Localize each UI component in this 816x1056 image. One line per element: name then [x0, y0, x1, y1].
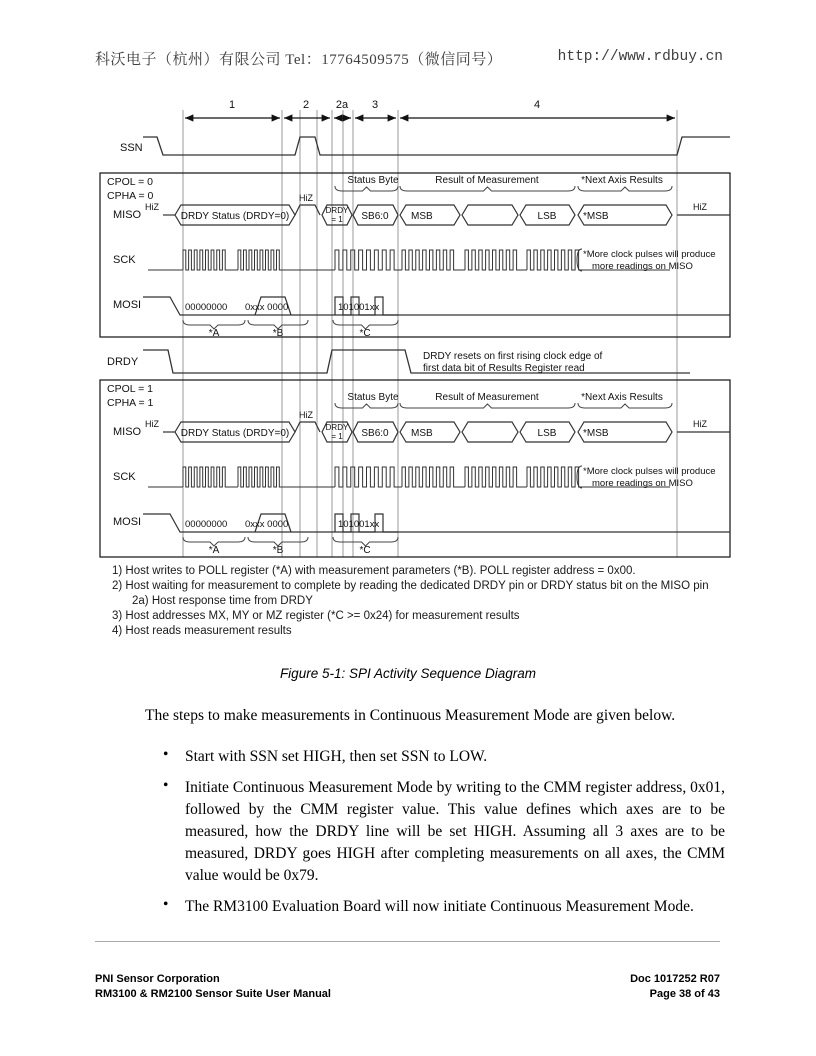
- more-clock-note2-line1: *More clock pulses will produce: [583, 466, 716, 477]
- label-star-b-1: *B: [272, 328, 284, 339]
- drdy-hi-label-2-2: = 1: [331, 432, 343, 441]
- bullet-text: Initiate Continuous Measurement Mode by writing to the CMM register address, 0x01, followed by the CMM register value. This value defines which axes are to be measured, how the DRDY line will be set HIGH. Assuming all 3 axes are to be measured, DRDY goes HIGH after completing measurements on all axes, the CMM value would be 0x79.: [185, 779, 725, 884]
- bullet-marker: •: [163, 777, 169, 794]
- cpha0-label: CPHA = 0: [107, 190, 154, 202]
- mosi2-bit-labels: [185, 519, 379, 530]
- phase-label-1: 1: [228, 99, 236, 111]
- list-item: [163, 896, 725, 918]
- mosi2-bits-c: 101001xx: [338, 519, 380, 530]
- mosi2-waveform: [143, 514, 730, 532]
- group2-section-labels: [347, 392, 662, 403]
- drdy-waveform: [143, 350, 690, 373]
- signal-label-miso2: MISO: [113, 426, 142, 438]
- intro-paragraph: The steps to make measurements in Continuous Measurement Mode are given below.: [145, 707, 676, 724]
- mosi1-bits-a: 00000000: [185, 302, 228, 313]
- hiz-mid-1: HiZ: [299, 193, 313, 203]
- hiz-right-1: HiZ: [693, 202, 707, 212]
- drdy-hi-label-2-1: DRDY: [325, 423, 349, 432]
- status-byte-label: Status Byte: [347, 175, 399, 186]
- msb-label: MSB: [411, 211, 433, 222]
- drdy-hi-label-2: = 1: [331, 215, 343, 224]
- next-msb-label-2: *MSB: [583, 428, 609, 439]
- bullet-text: The RM3100 Evaluation Board will now initiate Continuous Measurement Mode.: [185, 898, 694, 915]
- mosi1-bits-b: 0xxx 0000: [245, 302, 289, 313]
- label-star-c-2: *C: [359, 545, 371, 556]
- phase-labels: [229, 99, 540, 111]
- ssn-waveform: [143, 137, 730, 155]
- footer-page-number: Page 38 of 43: [649, 988, 720, 1000]
- drdy-status-label: DRDY Status (DRDY=0): [180, 211, 290, 222]
- status-bits-label-2: SB6:0: [361, 428, 389, 439]
- next-axis-label-2: *Next Axis Results: [581, 392, 663, 403]
- phase-label-2: 2: [302, 99, 310, 111]
- note-item: 2) Host waiting for measurement to complete by reading the dedicated DRDY pin or DRDY status bit on the MISO pin: [112, 580, 709, 592]
- mosi1-waveform: [143, 297, 730, 315]
- mosi2-bits-a: 00000000: [185, 519, 228, 530]
- bullet-list: [163, 746, 725, 927]
- phase-label-2a: 2a: [335, 99, 349, 111]
- group1-section-labels: [347, 175, 662, 186]
- status-byte-label-2: Status Byte: [347, 392, 399, 403]
- header-company: 科沃电子（杭州）有限公司 Tel：17764509575（微信同号）: [95, 52, 503, 68]
- page-footer: [95, 972, 720, 1002]
- bullet-marker: •: [163, 746, 169, 763]
- label-star-a-1: *A: [208, 328, 220, 339]
- note-item: 4) Host reads measurement results: [112, 625, 292, 637]
- footer-divider: [95, 941, 720, 942]
- hiz-left-2: HiZ: [145, 419, 159, 429]
- signal-label-sck2: SCK: [113, 471, 136, 483]
- figure-caption: Figure 5-1: SPI Activity Sequence Diagram: [279, 666, 537, 681]
- signal-label-sck1: SCK: [113, 254, 136, 266]
- mosi1-bit-labels: [185, 302, 379, 313]
- signal-label-ssn: SSN: [120, 142, 143, 154]
- cpha1-label: CPHA = 1: [107, 397, 154, 409]
- mosi1-bits-c: 101001xx: [338, 302, 380, 313]
- cpol0-label: CPOL = 0: [107, 176, 154, 188]
- cpol1-label: CPOL = 1: [107, 383, 154, 395]
- note-item: 2a) Host response time from DRDY: [132, 595, 313, 607]
- spi-timing-diagram: [95, 88, 745, 568]
- footer-doc-number: Doc 1017252 R07: [630, 973, 720, 985]
- hiz-left-1: HiZ: [145, 202, 159, 212]
- list-item: [163, 777, 725, 887]
- header-url: http://www.rdbuy.cn: [557, 49, 723, 65]
- drdy-hi-label-1: DRDY: [325, 206, 349, 215]
- group2-braces: [335, 403, 672, 408]
- list-item: [163, 746, 725, 768]
- msb-label-2: MSB: [411, 428, 433, 439]
- result-label: Result of Measurement: [435, 175, 539, 186]
- drdy-reset-note-line2: first data bit of Results Register read: [423, 363, 585, 374]
- signal-label-mosi1: MOSI: [113, 299, 142, 311]
- note-item: 1) Host writes to POLL register (*A) with measurement parameters (*B). POLL register address = 0x00.: [112, 565, 636, 577]
- signal-label-mosi2: MOSI: [113, 516, 142, 528]
- phase-label-3: 3: [371, 99, 379, 111]
- timing-diagram-svg: [95, 88, 745, 568]
- footer-company: PNI Sensor Corporation: [95, 973, 220, 985]
- phase-label-4: 4: [533, 99, 541, 111]
- label-star-a-2: *A: [208, 545, 220, 556]
- result-label-2: Result of Measurement: [435, 392, 539, 403]
- drdy-status-label-2: DRDY Status (DRDY=0): [180, 428, 290, 439]
- label-star-b-2: *B: [272, 545, 284, 556]
- hiz-right-2: HiZ: [693, 419, 707, 429]
- more-clock-note1-line1: *More clock pulses will produce: [583, 249, 716, 260]
- figure-notes: [112, 564, 732, 639]
- lsb-label-2: LSB: [537, 428, 557, 439]
- bullet-text: Start with SSN set HIGH, then set SSN to LOW.: [185, 748, 488, 765]
- footer-manual-title: RM3100 & RM2100 Sensor Suite User Manual: [95, 988, 331, 1000]
- group1-braces: [335, 186, 672, 191]
- status-bits-label: SB6:0: [361, 211, 389, 222]
- next-msb-label: *MSB: [583, 211, 609, 222]
- footer-right: [630, 972, 720, 1002]
- drdy-reset-note-line1: DRDY resets on first rising clock edge of: [423, 351, 603, 362]
- lsb-label: LSB: [537, 211, 557, 222]
- more-clock-note2-line2: more readings on MISO: [592, 478, 693, 489]
- signal-label-miso1: MISO: [113, 209, 142, 221]
- footer-left: [95, 972, 331, 1002]
- hiz-mid-2: HiZ: [299, 410, 313, 420]
- mosi2-abc-labels: [209, 545, 371, 556]
- signal-label-drdy: DRDY: [107, 356, 139, 368]
- more-clock-note1-line2: more readings on MISO: [592, 261, 693, 272]
- label-star-c-1: *C: [359, 328, 371, 339]
- next-axis-label: *Next Axis Results: [581, 175, 663, 186]
- note-item: 3) Host addresses MX, MY or MZ register (*C >= 0x24) for measurement results: [112, 610, 520, 622]
- bullet-marker: •: [163, 896, 169, 913]
- mosi2-bits-b: 0xxx 0000: [245, 519, 289, 530]
